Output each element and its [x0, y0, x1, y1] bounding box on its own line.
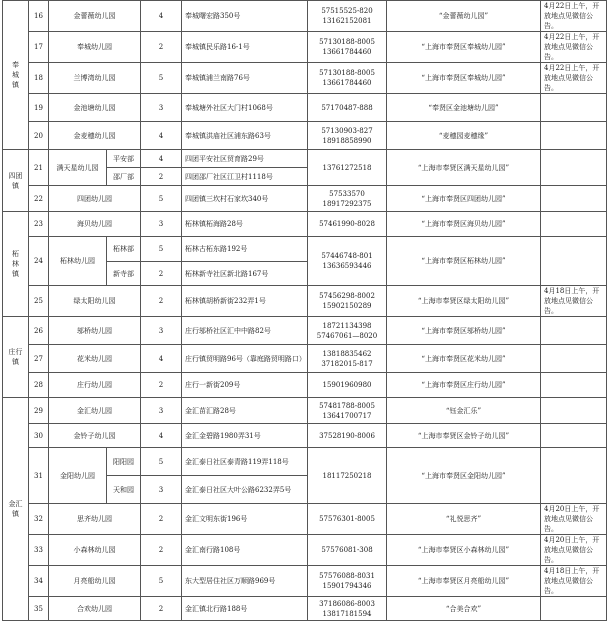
- row-number: 16: [29, 1, 49, 32]
- phone: 13761272518: [308, 150, 387, 186]
- table-row: [3, 566, 607, 597]
- branch-name: 邵厂部: [107, 168, 141, 186]
- class-count: 2: [141, 262, 182, 286]
- phone: 57130188-8005 13661784460: [308, 63, 387, 94]
- address: 庄行一新街209号: [182, 373, 308, 398]
- table-row: [3, 597, 607, 621]
- wechat-account: “上海市奉贤区金铃子幼儿园”: [387, 424, 541, 448]
- address: 庄行镇贸明路96号（靠庭路贸明路口）: [182, 345, 308, 373]
- wechat-account: “上海市奉贤区满天星幼儿园”: [387, 150, 541, 186]
- class-count: 4: [141, 424, 182, 448]
- kindergarten-name: 奉城幼儿园: [49, 32, 141, 63]
- wechat-account: “钰金汇乐”: [387, 398, 541, 424]
- row-number: 24: [29, 237, 49, 286]
- phone: 18721134398 57467061—8020: [308, 317, 387, 345]
- row-number: 26: [29, 317, 49, 345]
- address: 四团邵厂社区江卫村1118号: [182, 168, 308, 186]
- phone: 57456298-8002 15902150289: [308, 286, 387, 317]
- kindergarten-name: 庄行幼儿园: [49, 373, 141, 398]
- wechat-account: “合美合欢”: [387, 597, 541, 621]
- row-number: 20: [29, 122, 49, 150]
- kindergarten-name: 花米幼儿园: [49, 345, 141, 373]
- address: 金汇镇北行路188号: [182, 597, 308, 621]
- open-day-note: 4月22日上午，开放地点见微信公告。: [541, 32, 607, 63]
- wechat-account: “上海市奉贤区邬桥幼儿园”: [387, 317, 541, 345]
- open-day-note: [541, 448, 607, 504]
- wechat-account: “上海市奉贤区绿太阳幼儿园”: [387, 286, 541, 317]
- address: 四团平安社区贸育路29号: [182, 150, 308, 168]
- wechat-account: “上海市奉贤区花米幼儿园”: [387, 345, 541, 373]
- address: 金汇泰日社区大叶公路6232弄5号: [182, 476, 308, 504]
- open-day-note: 4月18日上午，开放地点见微信公告。: [541, 286, 607, 317]
- open-day-note: [541, 597, 607, 621]
- town-cell: 四团 镇: [3, 150, 29, 212]
- row-number: 27: [29, 345, 49, 373]
- kindergarten-open-day-table: [2, 0, 607, 621]
- branch-name: 柘林部: [107, 237, 141, 262]
- address: 金汇金碧路1980弄31号: [182, 424, 308, 448]
- row-number: 19: [29, 94, 49, 122]
- address: 奉城镇民乐路16-1号: [182, 32, 308, 63]
- address: 柘林镇胡桥新街232弄1号: [182, 286, 308, 317]
- row-number: 29: [29, 398, 49, 424]
- class-count: 2: [141, 504, 182, 535]
- kindergarten-name: 合欢幼儿园: [49, 597, 141, 621]
- phone: 57533570 18917292375: [308, 186, 387, 212]
- address: 柘林镇柘海路28号: [182, 212, 308, 237]
- table-row: [3, 94, 607, 122]
- wechat-account: “上海市奉贤区奉城幼儿园”: [387, 63, 541, 94]
- wechat-account: “礼悦思齐”: [387, 504, 541, 535]
- class-count: 5: [141, 566, 182, 597]
- row-number: 18: [29, 63, 49, 94]
- class-count: 2: [141, 535, 182, 566]
- wechat-account: “上海市奉贤区四团幼儿园”: [387, 186, 541, 212]
- kindergarten-name: 金蕾薇幼儿园: [49, 1, 141, 32]
- row-number: 22: [29, 186, 49, 212]
- class-count: 4: [141, 1, 182, 32]
- phone: 57170487-888: [308, 94, 387, 122]
- table-row: [3, 212, 607, 237]
- table-row: [3, 345, 607, 373]
- table-row: [3, 150, 607, 168]
- class-count: 2: [141, 168, 182, 186]
- class-count: 4: [141, 150, 182, 168]
- open-day-note: [541, 186, 607, 212]
- class-count: 3: [141, 398, 182, 424]
- address: 金汇苗汇路28号: [182, 398, 308, 424]
- row-number: 32: [29, 504, 49, 535]
- open-day-note: [541, 373, 607, 398]
- open-day-note: [541, 212, 607, 237]
- table-row: [3, 424, 607, 448]
- table-row: [3, 286, 607, 317]
- wechat-account: “上海市奉贤区金阳幼儿园”: [387, 448, 541, 504]
- kindergarten-name: 思齐幼儿园: [49, 504, 141, 535]
- open-day-note: [541, 398, 607, 424]
- class-count: 4: [141, 122, 182, 150]
- wechat-account: “奉贤区金池塘幼儿园”: [387, 94, 541, 122]
- wechat-account: “上海市奉贤区奉城幼儿园”: [387, 32, 541, 63]
- class-count: 5: [141, 186, 182, 212]
- address: 东大型居住社区万顺路969号: [182, 566, 308, 597]
- table-row: [3, 373, 607, 398]
- open-day-note: 4月22日上午，开放地点见微信公告。: [541, 1, 607, 32]
- phone: 57130903-827 18918858990: [308, 122, 387, 150]
- branch-name: 天和园: [107, 476, 141, 504]
- kindergarten-name: 月亮船幼儿园: [49, 566, 141, 597]
- address: 金汇泰日社区泰青路119弄118号: [182, 448, 308, 476]
- kindergarten-name: 金铃子幼儿园: [49, 424, 141, 448]
- table-row: [3, 63, 607, 94]
- row-number: 25: [29, 286, 49, 317]
- phone: 37528190-8006: [308, 424, 387, 448]
- open-day-note: [541, 150, 607, 186]
- row-number: 17: [29, 32, 49, 63]
- open-day-note: [541, 237, 607, 286]
- open-day-note: [541, 122, 607, 150]
- phone: 57576081-308: [308, 535, 387, 566]
- phone: 37186086-8003 13817181594: [308, 597, 387, 621]
- address: 奉城曙宏路350号: [182, 1, 308, 32]
- phone: 18117250218: [308, 448, 387, 504]
- table-row: [3, 237, 607, 262]
- kindergarten-name: 邬桥幼儿园: [49, 317, 141, 345]
- table-row: [3, 504, 607, 535]
- wechat-account: “上海市奉贤区柘林幼儿园”: [387, 237, 541, 286]
- class-count: 2: [141, 373, 182, 398]
- row-number: 30: [29, 424, 49, 448]
- phone: 13818835462 37182015-817: [308, 345, 387, 373]
- wechat-account: “麦穗园麦穗缘”: [387, 122, 541, 150]
- kindergarten-name: 小森林幼儿园: [49, 535, 141, 566]
- kindergarten-name: 金池塘幼儿园: [49, 94, 141, 122]
- open-day-note: 4月20日上午，开放地点见微信公告。: [541, 535, 607, 566]
- wechat-account: “上海市奉贤区月亮船幼儿园”: [387, 566, 541, 597]
- table-row: [3, 317, 607, 345]
- kindergarten-name: 金麦穗幼儿园: [49, 122, 141, 150]
- class-count: 2: [141, 286, 182, 317]
- town-cell: 柘 林 镇: [3, 212, 29, 317]
- wechat-account: “上海市奉贤区海贝幼儿园”: [387, 212, 541, 237]
- town-cell: 金汇 镇: [3, 398, 29, 621]
- address: 奉城镇洪庙社区浦东路63号: [182, 122, 308, 150]
- kindergarten-name: 柘林幼儿园: [49, 237, 107, 286]
- address: 奉城镇浦兰南路76号: [182, 63, 308, 94]
- kindergarten-name: 金阳幼儿园: [49, 448, 107, 504]
- branch-name: 阳阳园: [107, 448, 141, 476]
- table-row: [3, 32, 607, 63]
- table-row: [3, 122, 607, 150]
- open-day-note: 4月22日上午，开放地点见微信公告。: [541, 63, 607, 94]
- row-number: 33: [29, 535, 49, 566]
- address: 奉城塘外社区大门村1068号: [182, 94, 308, 122]
- branch-name: 新寺部: [107, 262, 141, 286]
- open-day-note: 4月18日上午，开放地点见微信公告。: [541, 566, 607, 597]
- kindergarten-name: 金汇幼儿园: [49, 398, 141, 424]
- kindergarten-name: 满天星幼儿园: [49, 150, 107, 186]
- wechat-account: “上海市奉贤区庄行幼儿园”: [387, 373, 541, 398]
- row-number: 28: [29, 373, 49, 398]
- class-count: 3: [141, 476, 182, 504]
- row-number: 35: [29, 597, 49, 621]
- branch-name: 平安部: [107, 150, 141, 168]
- class-count: 2: [141, 32, 182, 63]
- table-row: [3, 186, 607, 212]
- address: 四团镇三坎村石家坎340号: [182, 186, 308, 212]
- phone: 57481788-8005 13641700717: [308, 398, 387, 424]
- row-number: 31: [29, 448, 49, 504]
- address: 金汇文明东街196号: [182, 504, 308, 535]
- class-count: 3: [141, 94, 182, 122]
- town-cell: 庄行 镇: [3, 317, 29, 398]
- phone: 57446748-801 13636593446: [308, 237, 387, 286]
- open-day-note: [541, 317, 607, 345]
- open-day-note: 4月20日上午，开放地点见微信公告。: [541, 504, 607, 535]
- row-number: 23: [29, 212, 49, 237]
- class-count: 3: [141, 317, 182, 345]
- phone: 57461990-8028: [308, 212, 387, 237]
- address: 庄行邬桥社区汇中中路82号: [182, 317, 308, 345]
- town-cell: 奉 城 镇: [3, 1, 29, 150]
- address: 金汇南行路108号: [182, 535, 308, 566]
- wechat-account: “金蕾薇幼儿园”: [387, 1, 541, 32]
- kindergarten-name: 四团幼儿园: [49, 186, 141, 212]
- open-day-note: [541, 94, 607, 122]
- row-number: 34: [29, 566, 49, 597]
- kindergarten-name: 绿太阳幼儿园: [49, 286, 141, 317]
- class-count: 5: [141, 448, 182, 476]
- kindergarten-name: 海贝幼儿园: [49, 212, 141, 237]
- phone: 15901960980: [308, 373, 387, 398]
- table-row: [3, 398, 607, 424]
- address: 柘林新寺社区新北路167号: [182, 262, 308, 286]
- phone: 57576301-8005: [308, 504, 387, 535]
- class-count: 4: [141, 345, 182, 373]
- kindergarten-name: 兰博湾幼儿园: [49, 63, 141, 94]
- phone: 57576088-8031 15901794346: [308, 566, 387, 597]
- class-count: 2: [141, 597, 182, 621]
- phone: 57515525-820 13162152081: [308, 1, 387, 32]
- table-row: [3, 1, 607, 32]
- open-day-note: [541, 345, 607, 373]
- table-row: [3, 535, 607, 566]
- row-number: 21: [29, 150, 49, 186]
- class-count: 5: [141, 237, 182, 262]
- class-count: 3: [141, 212, 182, 237]
- table-row: [3, 448, 607, 476]
- phone: 57130188-8005 13661784460: [308, 32, 387, 63]
- wechat-account: “上海市奉贤区小森林幼儿园”: [387, 535, 541, 566]
- open-day-note: [541, 424, 607, 448]
- address: 柘林古柘东路192号: [182, 237, 308, 262]
- class-count: 5: [141, 63, 182, 94]
